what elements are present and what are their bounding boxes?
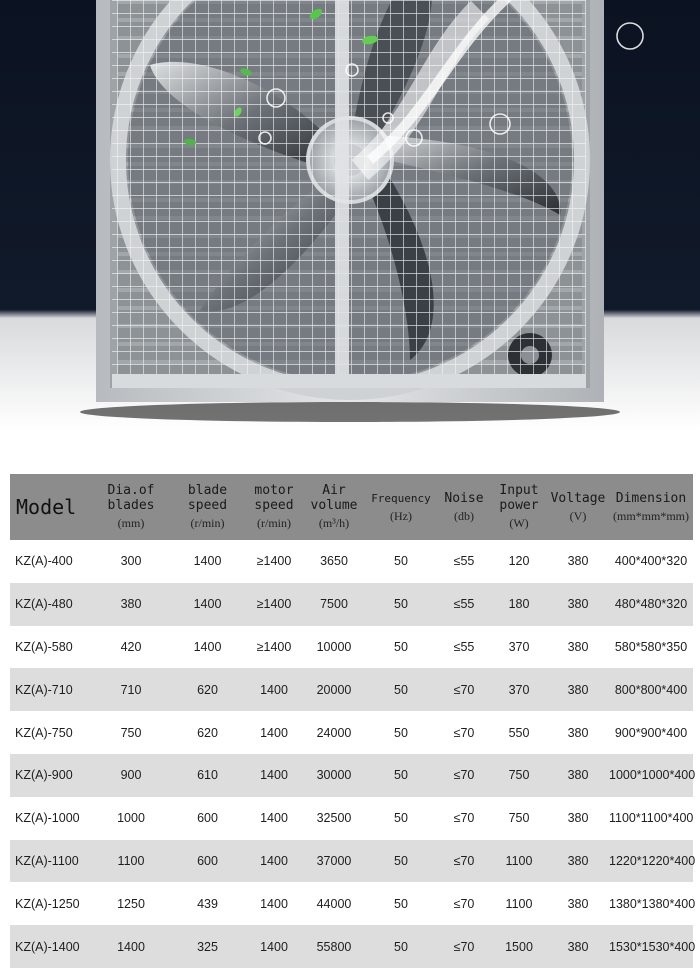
cell-blade-speed: 600 — [170, 840, 245, 883]
cell-air-volume: 7500 — [303, 583, 365, 626]
cell-blade-speed: 610 — [170, 754, 245, 797]
table-row — [10, 626, 693, 669]
cell-noise: ≤70 — [437, 882, 491, 925]
cell-dimension: 1220*1220*400 — [609, 840, 693, 883]
column-header-voltage: Voltage (V) — [547, 474, 609, 540]
cell-air-volume: 3650 — [303, 540, 365, 583]
cell-frequency: 50 — [365, 754, 437, 797]
column-header-input-power: Input power (W) — [491, 474, 547, 540]
cell-voltage: 380 — [547, 882, 609, 925]
column-header-frequency: Frequency (Hz) — [365, 474, 437, 540]
cell-dimension: 1530*1530*400 — [609, 925, 693, 968]
cell-diameter: 710 — [92, 668, 170, 711]
cell-motor-speed: ≥1400 — [245, 540, 303, 583]
cell-dimension: 900*900*400 — [609, 711, 693, 754]
cell-voltage: 380 — [547, 925, 609, 968]
table-row — [10, 540, 693, 583]
cell-input-power: 1100 — [491, 840, 547, 883]
table-header-row — [10, 474, 693, 540]
cell-input-power: 120 — [491, 540, 547, 583]
cell-input-power: 370 — [491, 626, 547, 669]
cell-frequency: 50 — [365, 925, 437, 968]
cell-noise: ≤70 — [437, 754, 491, 797]
cell-noise: ≤70 — [437, 840, 491, 883]
cell-frequency: 50 — [365, 668, 437, 711]
cell-air-volume: 24000 — [303, 711, 365, 754]
cell-voltage: 380 — [547, 711, 609, 754]
cell-air-volume: 44000 — [303, 882, 365, 925]
cell-dimension: 580*580*350 — [609, 626, 693, 669]
cell-noise: ≤70 — [437, 668, 491, 711]
cell-noise: ≤70 — [437, 925, 491, 968]
exhaust-fan-image — [0, 0, 700, 430]
cell-motor-speed: 1400 — [245, 797, 303, 840]
cell-diameter: 1100 — [92, 840, 170, 883]
cell-model: KZ(A)-580 — [10, 626, 92, 669]
cell-diameter: 300 — [92, 540, 170, 583]
cell-diameter: 900 — [92, 754, 170, 797]
specification-table — [10, 474, 696, 968]
cell-air-volume: 10000 — [303, 626, 365, 669]
cell-voltage: 380 — [547, 668, 609, 711]
cell-model: KZ(A)-400 — [10, 540, 92, 583]
cell-noise: ≤70 — [437, 711, 491, 754]
cell-voltage: 380 — [547, 840, 609, 883]
cell-dimension: 800*800*400 — [609, 668, 693, 711]
cell-blade-speed: 1400 — [170, 540, 245, 583]
cell-voltage: 380 — [547, 583, 609, 626]
cell-diameter: 380 — [92, 583, 170, 626]
cell-motor-speed: 1400 — [245, 925, 303, 968]
cell-frequency: 50 — [365, 882, 437, 925]
cell-model: KZ(A)-1400 — [10, 925, 92, 968]
cell-air-volume: 32500 — [303, 797, 365, 840]
table-row — [10, 882, 693, 925]
cell-model: KZ(A)-480 — [10, 583, 92, 626]
column-header-blade-speed: blade speed (r/min) — [170, 474, 245, 540]
cell-noise: ≤55 — [437, 540, 491, 583]
cell-input-power: 750 — [491, 754, 547, 797]
cell-air-volume: 55800 — [303, 925, 365, 968]
column-header-noise: Noise (db) — [437, 474, 491, 540]
table-row — [10, 668, 693, 711]
cell-blade-speed: 1400 — [170, 583, 245, 626]
cell-noise: ≤70 — [437, 797, 491, 840]
table-row — [10, 583, 693, 626]
cell-blade-speed: 439 — [170, 882, 245, 925]
cell-dimension: 400*400*320 — [609, 540, 693, 583]
cell-model: KZ(A)-900 — [10, 754, 92, 797]
cell-input-power: 1500 — [491, 925, 547, 968]
cell-air-volume: 30000 — [303, 754, 365, 797]
cell-frequency: 50 — [365, 540, 437, 583]
cell-diameter: 1250 — [92, 882, 170, 925]
cell-frequency: 50 — [365, 626, 437, 669]
cell-model: KZ(A)-750 — [10, 711, 92, 754]
cell-motor-speed: 1400 — [245, 840, 303, 883]
cell-voltage: 380 — [547, 797, 609, 840]
cell-motor-speed: 1400 — [245, 882, 303, 925]
cell-input-power: 550 — [491, 711, 547, 754]
cell-motor-speed: ≥1400 — [245, 583, 303, 626]
cell-blade-speed: 1400 — [170, 626, 245, 669]
cell-blade-speed: 620 — [170, 711, 245, 754]
cell-frequency: 50 — [365, 797, 437, 840]
cell-motor-speed: 1400 — [245, 754, 303, 797]
column-header-motor-speed: motor speed (r/min) — [245, 474, 303, 540]
cell-voltage: 380 — [547, 540, 609, 583]
cell-dimension: 1380*1380*400 — [609, 882, 693, 925]
cell-diameter: 750 — [92, 711, 170, 754]
cell-blade-speed: 600 — [170, 797, 245, 840]
cell-model: KZ(A)-1100 — [10, 840, 92, 883]
cell-dimension: 1000*1000*400 — [609, 754, 693, 797]
product-hero-image — [0, 0, 700, 430]
table-row — [10, 754, 693, 797]
cell-dimension: 480*480*320 — [609, 583, 693, 626]
table-row — [10, 925, 693, 968]
cell-model: KZ(A)-710 — [10, 668, 92, 711]
cell-voltage: 380 — [547, 754, 609, 797]
column-header-model: Model — [10, 474, 92, 540]
cell-air-volume: 37000 — [303, 840, 365, 883]
cell-blade-speed: 620 — [170, 668, 245, 711]
table-row — [10, 840, 693, 883]
cell-voltage: 380 — [547, 626, 609, 669]
cell-frequency: 50 — [365, 840, 437, 883]
cell-frequency: 50 — [365, 583, 437, 626]
cell-input-power: 1100 — [491, 882, 547, 925]
column-header-dimension: Dimension (mm*mm*mm) — [609, 474, 693, 540]
table-row — [10, 797, 693, 840]
cell-noise: ≤55 — [437, 626, 491, 669]
cell-frequency: 50 — [365, 711, 437, 754]
cell-noise: ≤55 — [437, 583, 491, 626]
cell-input-power: 370 — [491, 668, 547, 711]
cell-motor-speed: 1400 — [245, 668, 303, 711]
cell-diameter: 1000 — [92, 797, 170, 840]
cell-air-volume: 20000 — [303, 668, 365, 711]
cell-diameter: 420 — [92, 626, 170, 669]
cell-blade-speed: 325 — [170, 925, 245, 968]
cell-input-power: 750 — [491, 797, 547, 840]
cell-model: KZ(A)-1250 — [10, 882, 92, 925]
cell-model: KZ(A)-1000 — [10, 797, 92, 840]
cell-input-power: 180 — [491, 583, 547, 626]
cell-dimension: 1100*1100*400 — [609, 797, 693, 840]
cell-motor-speed: 1400 — [245, 711, 303, 754]
table-row — [10, 711, 693, 754]
cell-diameter: 1400 — [92, 925, 170, 968]
cell-motor-speed: ≥1400 — [245, 626, 303, 669]
column-header-air-volume: Air volume (m³/h) — [303, 474, 365, 540]
column-header-diameter: Dia.of blades (mm) — [92, 474, 170, 540]
